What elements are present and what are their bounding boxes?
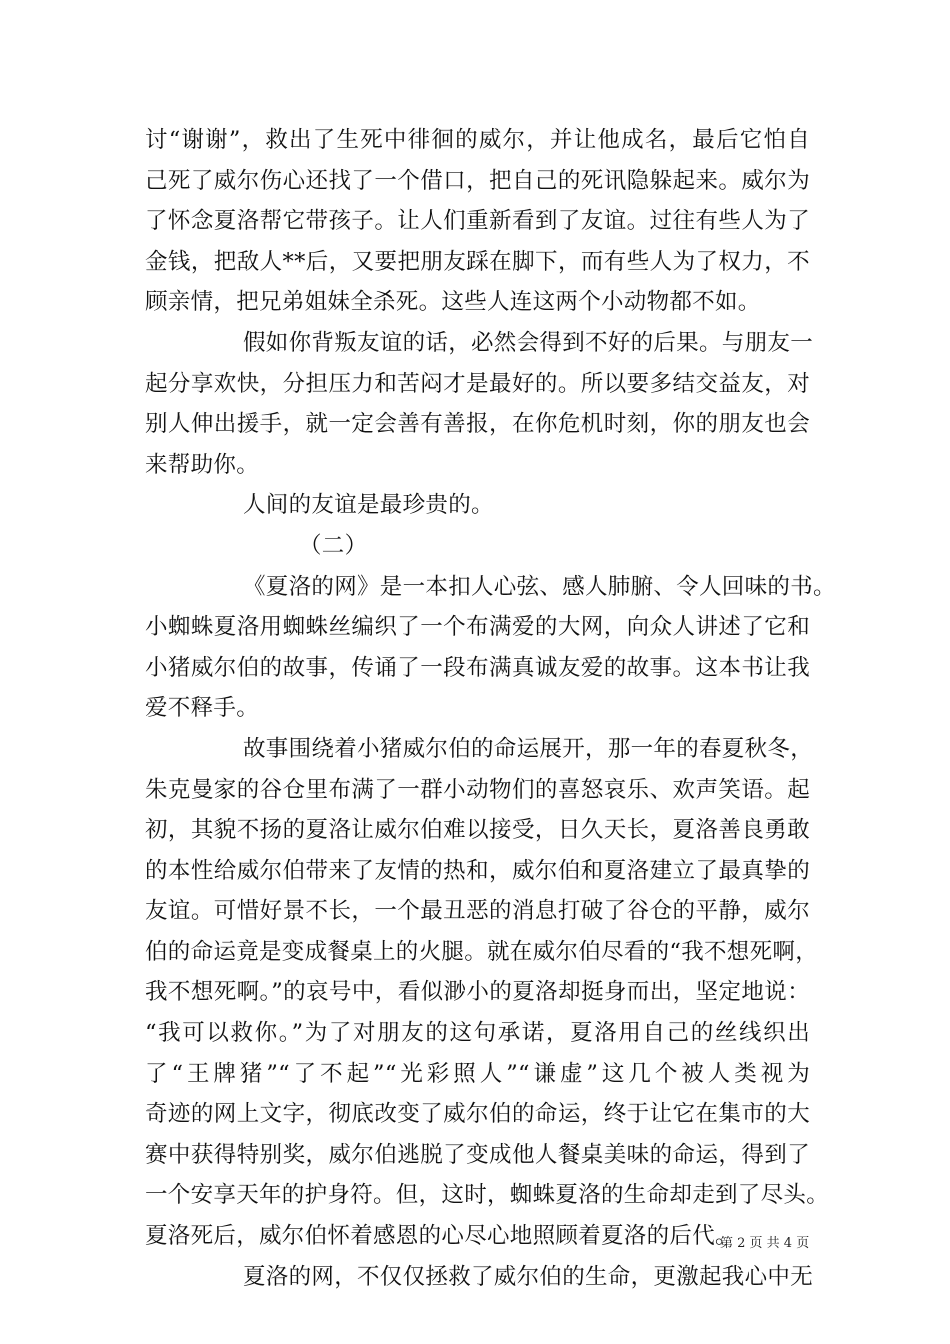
text-line: 伯的命运竟是变成餐桌上的火腿。就在威尔伯尽看的“我不想死啊， bbox=[145, 938, 819, 965]
text-line: 《夏洛的网》是一本扣人心弦、感人肺腑、令人回味的书。 bbox=[243, 573, 836, 600]
text-line: 别人伸出援手，就一定会善有善报，在你危机时刻，你的朋友也会 bbox=[145, 411, 810, 438]
text-line: 我不想死啊。”的哀号中，看似渺小的夏洛却挺身而出，坚定地说： bbox=[145, 979, 810, 1006]
text-line: 小猪威尔伯的故事，传诵了一段布满真诚友爱的故事。这本书让我 bbox=[145, 654, 810, 681]
text-line: 小蜘蛛夏洛用蜘蛛丝编织了一个布满爱的大网，向众人讲述了它和 bbox=[145, 614, 810, 641]
section-heading: （二） bbox=[299, 532, 368, 559]
body-text bbox=[145, 120, 836, 1297]
text-line: 起分享欢快，分担压力和苦闷才是最好的。所以要多结交益友，对 bbox=[145, 370, 810, 397]
text-line: 来帮助你。 bbox=[145, 451, 260, 478]
text-line: 顾亲情，把兄弟姐妹全杀死。这些人连这两个小动物都不如。 bbox=[145, 289, 761, 316]
text-line: 了怀念夏洛帮它带孩子。让人们重新看到了友谊。过往有些人为了 bbox=[145, 208, 810, 235]
text-line: 友谊。可惜好景不长，一个最丑恶的消息打破了谷仓的平静，威尔 bbox=[145, 898, 810, 925]
text-line: 的本性给威尔伯带来了友情的热和，威尔伯和夏洛建立了最真挚的 bbox=[145, 857, 810, 884]
text-line: 朱克曼家的谷仓里布满了一群小动物们的喜怒哀乐、欢声笑语。起 bbox=[145, 776, 810, 803]
text-line: 己死了威尔伤心还找了一个借口，把自己的死讯隐躲起来。威尔为 bbox=[145, 167, 810, 194]
text-line: 爱不释手。 bbox=[145, 695, 260, 722]
text-line: “我可以救你。”为了对朋友的这句承诺，夏洛用自己的丝线织出 bbox=[145, 1020, 810, 1047]
text-line: 讨“谢谢”，救出了生死中徘徊的威尔，并让他成名，最后它怕自 bbox=[145, 127, 810, 153]
page-number: 第 2 页 共 4 页 bbox=[720, 1236, 810, 1251]
text-line: 了“王牌猪”“了不起”“光彩照人”“谦虚”这几个被人类视为 bbox=[145, 1060, 810, 1087]
text-line: 初，其貌不扬的夏洛让威尔伯难以接受，日久天长，夏洛善良勇敢 bbox=[145, 817, 810, 844]
text-line: 奇迹的网上文字，彻底改变了威尔伯的命运，终于让它在集市的大 bbox=[145, 1101, 810, 1128]
text-line: 金钱，把敌人**后，又要把朋友踩在脚下，而有些人为了权力，不 bbox=[145, 248, 810, 275]
text-line: 故事围绕着小猪威尔伯的命运展开，那一年的春夏秋冬， bbox=[243, 735, 814, 762]
text-line: 赛中获得特别奖，威尔伯逃脱了变成他人餐桌美味的命运，得到了 bbox=[145, 1141, 810, 1168]
text-line: 夏洛的网，不仅仅拯救了威尔伯的生命，更激起我心中无 bbox=[243, 1263, 814, 1290]
text-line: 假如你背叛友谊的话，必然会得到不好的后果。与朋友一 bbox=[243, 329, 814, 356]
text-line: 夏洛死后，威尔伯怀着感恩的心尽心地照顾着夏洛的后代。 bbox=[145, 1223, 738, 1250]
text-line: 一个安享天年的护身符。但，这时，蜘蛛夏洛的生命却走到了尽头。 bbox=[145, 1182, 830, 1209]
text-line: 人间的友谊是最珍贵的。 bbox=[243, 492, 494, 519]
